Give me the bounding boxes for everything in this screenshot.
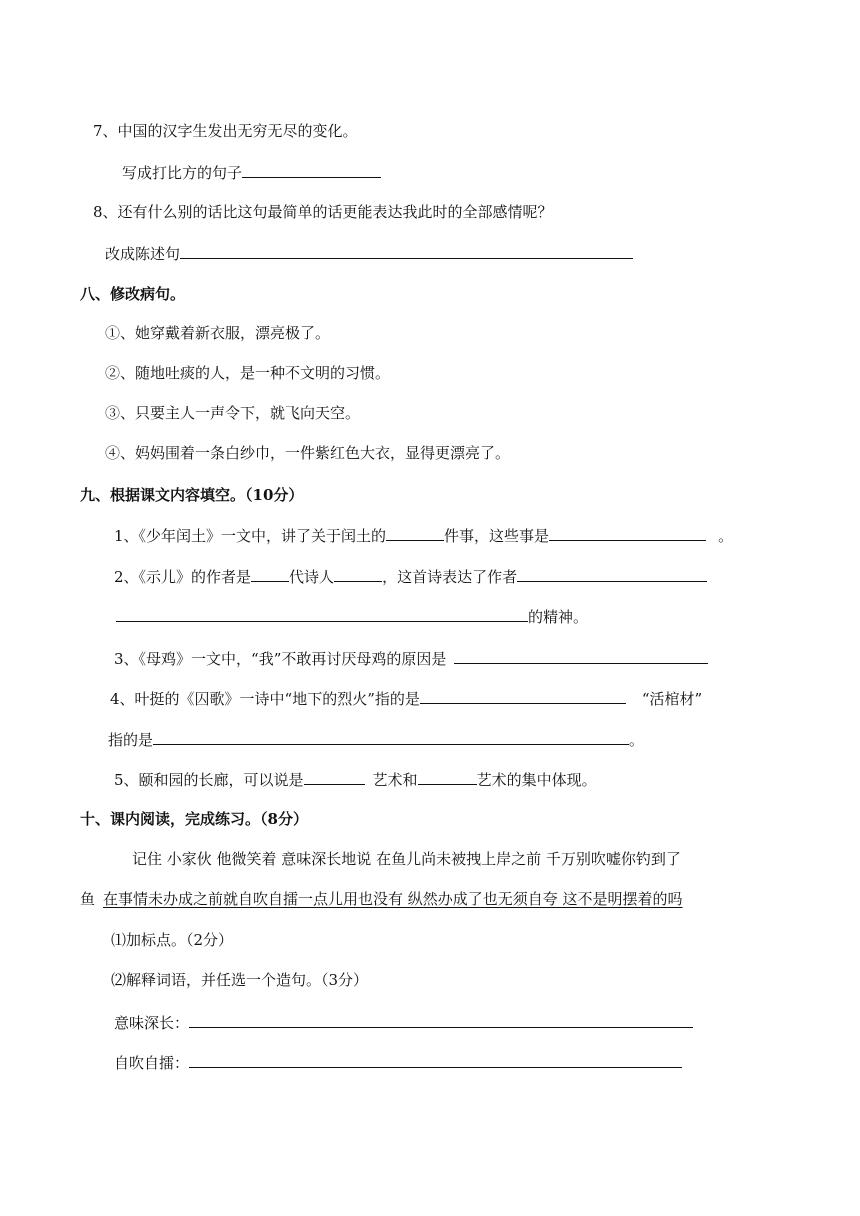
sec9-item-1-text-b: 件事，这些事是	[444, 527, 550, 545]
sec9-item-2-cont	[116, 606, 588, 627]
word-1-label: 意味深长：	[114, 1014, 190, 1032]
sec9-item-4-blank-coffin[interactable]	[153, 729, 629, 745]
word-1-answer-blank[interactable]	[189, 1012, 693, 1028]
reading-passage-line-2-underlined: 在事情未办成之前就自吹自擂一点儿用也没有 纵然办成了也无须自夸 这不是明摆着的吗	[103, 890, 683, 908]
sec9-item-4-blank-fire[interactable]	[420, 688, 626, 704]
task-2-explain-words: ⑵解释词语，并任选一个造句。（3分）	[111, 971, 369, 989]
reading-passage-line-2-start: 鱼	[80, 890, 96, 908]
sec9-item-4-cont	[108, 729, 644, 750]
sec9-item-4-text-b: “活棺材”	[641, 690, 703, 708]
sec9-item-2-text-c: ，这首诗表达了作者	[382, 568, 518, 586]
word-1-row	[114, 1012, 693, 1033]
sec9-item-5-text-c: 艺术的集中体现。	[476, 771, 597, 789]
sec8-item-4: ④、妈妈围着一条白纱巾，一件紫红色大衣，显得更漂亮了。	[105, 444, 511, 462]
q7-answer-blank[interactable]	[242, 162, 381, 178]
sec9-item-4	[110, 688, 702, 709]
q8-answer-blank[interactable]	[180, 243, 633, 259]
sec9-item-2-blank-dynasty[interactable]	[251, 566, 289, 582]
sec9-item-1-blank-events[interactable]	[549, 525, 706, 541]
sec9-item-2-blank-spirit-2[interactable]	[116, 606, 528, 622]
word-2-answer-blank[interactable]	[189, 1052, 682, 1068]
sec8-item-1: ①、她穿戴着新衣服，漂亮极了。	[105, 324, 331, 342]
word-2-row	[114, 1052, 682, 1073]
sec9-item-5-text-a: 5、颐和园的长廊，可以说是	[114, 771, 304, 789]
reading-passage-line-2	[80, 889, 683, 909]
sec9-item-5-text-b: 艺术和	[372, 771, 418, 789]
sec9-item-3	[114, 648, 708, 669]
sec8-item-3: ③、只要主人一声令下，就飞向天空。	[105, 404, 361, 422]
q8-instruction-label: 改成陈述句	[105, 245, 181, 263]
sec9-item-4-text-d: 。	[629, 731, 645, 749]
q7-instruction	[122, 162, 381, 183]
section-9-heading: 九、根据课文内容填空。（10分）	[80, 486, 304, 504]
sec9-item-5-blank-2[interactable]	[418, 769, 477, 785]
section-8-heading: 八、修改病句。	[80, 285, 186, 303]
sec9-item-1-period: 。	[718, 527, 734, 545]
q8-instruction	[105, 243, 633, 264]
sec9-item-5-blank-1[interactable]	[304, 769, 365, 785]
sec9-item-1-blank-count[interactable]	[386, 525, 444, 541]
sec9-item-4-text-c: 指的是	[108, 731, 154, 749]
section-10-heading: 十、课内阅读，完成练习。（8分）	[80, 810, 308, 828]
q8-sentence: 8、还有什么别的话比这句最简单的话更能表达我此时的全部感情呢？	[93, 203, 553, 221]
sec9-item-2-text-d: 的精神。	[528, 608, 589, 626]
sec9-item-1-text-a: 1、《少年闰土》一文中，讲了关于闰土的	[114, 527, 387, 545]
sec9-item-3-blank-reason[interactable]	[454, 648, 708, 664]
reading-passage-line-1: 记住 小家伙 他微笑着 意味深长地说 在鱼儿尚未被拽上岸之前 千万别吹嘘你钓到了	[132, 850, 681, 868]
sec9-item-1	[114, 525, 733, 546]
sec9-item-2-blank-spirit-1[interactable]	[517, 566, 707, 582]
sec9-item-2-text-a: 2、《示儿》的作者是	[114, 568, 252, 586]
task-1-punctuation: ⑴加标点。（2分）	[111, 931, 234, 949]
sec8-item-2: ②、随地吐痰的人，是一种不文明的习惯。	[105, 364, 391, 382]
word-2-label: 自吹自擂：	[114, 1054, 190, 1072]
q7-instruction-label: 写成打比方的句子	[122, 164, 243, 182]
q7-sentence: 7、中国的汉字生发出无穷无尽的变化。	[93, 122, 358, 140]
sec9-item-3-text-a: 3、《母鸡》一文中，“我”不敢再讨厌母鸡的原因是	[114, 650, 447, 668]
sec9-item-5	[114, 769, 597, 790]
sec9-item-2	[114, 566, 707, 587]
sec9-item-2-text-b: 代诗人	[289, 568, 335, 586]
sec9-item-2-blank-poet[interactable]	[334, 566, 382, 582]
sec9-item-4-text-a: 4、叶挺的《囚歌》一诗中“地下的烈火”指的是	[110, 690, 420, 708]
